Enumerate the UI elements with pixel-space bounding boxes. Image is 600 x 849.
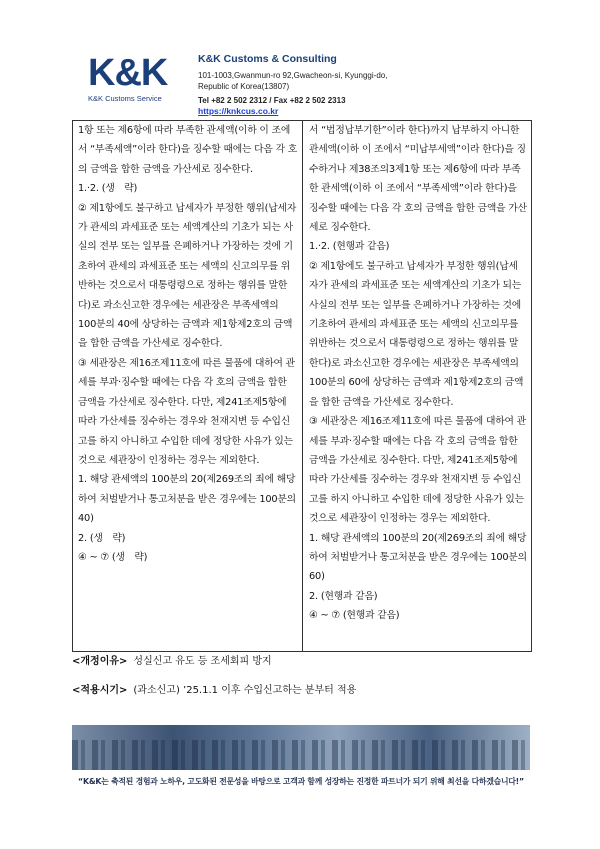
website-link[interactable]: https://knkcus.co.kr (198, 106, 279, 116)
skyline-graphic (72, 740, 530, 770)
address-line-2: Republic of Korea(13807) (198, 82, 290, 91)
left-para-7: ④ ~ ⑦ (생 략) (78, 551, 148, 563)
address-line-1: 101-1003,Gwanmun-ro 92,Gwacheon-si, Kyunggi-do, (198, 71, 388, 80)
left-para-2: 1.·2. (생 략) (78, 183, 138, 195)
effective-date-text: (과소신고) ’25.1.1 이후 수입신고하는 분부터 적용 (133, 685, 357, 696)
company-logo (88, 53, 172, 103)
right-para-6: 2. (현행과 같음) (309, 590, 378, 602)
company-name: K&K Customs & Consulting (198, 53, 337, 65)
left-para-6: 2. (생 략) (78, 532, 126, 544)
right-para-1: 서 “법정납부기한”이라 한다)까지 납부하지 아니한 관세액(이하 이 조에서 “미납부세액”이라 한다)을 징수하거나 제38조의3제1항 또는 제6항에 따라 부족한 관세액(이하 이 조에서 “부족세액”이라 한다)을 징수할 때에는 다음 각 호의 금액을 합한 금액을 가산세로 징수한다. (309, 125, 527, 234)
page-header (0, 0, 600, 120)
company-info (198, 53, 387, 116)
company-slogan: “K&K는 축적된 경험과 노하우, 고도화된 전문성을 바탕으로 고객과 함께 성장하는 진정한 파트너가 되기 위해 최선을 다하겠습니다!” (78, 777, 524, 786)
right-para-3: ② 제1항에도 불구하고 납세자가 부정한 행위(납세자가 관세의 과세표준 또는 세액계산의 기초가 되는 사실의 전부 또는 일부를 은폐하거나 가장하는 것에 기초하여 관세의 과세표준 또는 세액의 신고의무를 위반하는 것으로서 대통령령으로 정하는 행위를 말한다)로 과소신고한 경우에는 세관장은 부족세액의 100분의 60에 상당하는 금액과 제1항제2호의 금액을 합한 금액을 가산세로 징수한다. (309, 260, 524, 408)
revision-reason (72, 652, 272, 667)
left-para-1: 1항 또는 제6항에 따라 부족한 관세액(이하 이 조에서 “부족세액”이라 한다)을 징수할 때에는 다음 각 호의 금액을 합한 금액을 가산세로 징수한다. (78, 125, 298, 175)
logo-subtitle: K&K Customs Service (88, 94, 162, 103)
left-para-5: 1. 해당 관세액의 100분의 20(제269조의 죄에 해당하여 처벌받거나 통고처분을 받은 경우에는 100분의 40) (78, 474, 296, 525)
right-para-4: ③ 세관장은 제16조제11호에 따른 물품에 대하여 관세를 부과·징수할 때에는 다음 각 호의 금액을 합한 금액을 가산세로 징수한다. 다만, 제241조제5항에 따라 가산세를 징수하는 경우와 천재지변 등 수입신고를 하지 아니하고 수입한 데에 정당한 사유가 있는 것으로 세관장이 인정하는 경우는 제외한다. (309, 416, 526, 525)
comparison-table (72, 120, 532, 652)
right-para-2: 1.·2. (현행과 같음) (309, 241, 390, 253)
table-column-amended (302, 121, 531, 651)
tel-fax: Tel +82 2 502 2312 / Fax +82 2 502 2313 (198, 96, 346, 105)
right-para-7: ④ ~ ⑦ (현행과 같음) (309, 610, 400, 622)
table-column-current (73, 121, 303, 651)
effective-date-label: <적용시기> (72, 685, 128, 696)
left-para-3: ② 제1항에도 불구하고 납세자가 부정한 행위(납세자가 관세의 과세표준 또는 세액계산의 기초가 되는 사실의 전부 또는 일부를 은폐하거나 가장하는 것에 기초하여 관세의 과세표준 또는 세액의 신고의무를 위반하는 것으로서 대통령령으로 정하는 행위를 말한다)로 과소신고한 경우에는 세관장은 부족세액의 100분의 40에 상당하는 금액과 제1항제2호의 금액을 합한 금액을 가산세로 징수한다. (78, 202, 297, 350)
logo-mark: K&K (88, 52, 168, 94)
city-banner-image (72, 725, 530, 770)
right-para-5: 1. 해당 관세액의 100분의 20(제269조의 죄에 해당하여 처벌받거나 통고처분을 받은 경우에는 100분의 60) (309, 532, 527, 583)
revision-reason-label: <개정이유> (72, 656, 128, 667)
effective-date (72, 681, 356, 696)
revision-reason-text: 성실신고 유도 등 조세회피 방지 (133, 656, 272, 667)
left-para-4: ③ 세관장은 제16조제11호에 따른 물품에 대하여 관세를 부과·징수할 때에는 다음 각 호의 금액을 합한 금액을 가산세로 징수한다. 다만, 제241조제5항에 따라 가산세를 징수하는 경우와 천재지변 등 수입신고를 하지 아니하고 수입한 데에 정당한 사유가 있는 것으로 세관장이 인정하는 경우는 제외한다. (78, 357, 295, 466)
